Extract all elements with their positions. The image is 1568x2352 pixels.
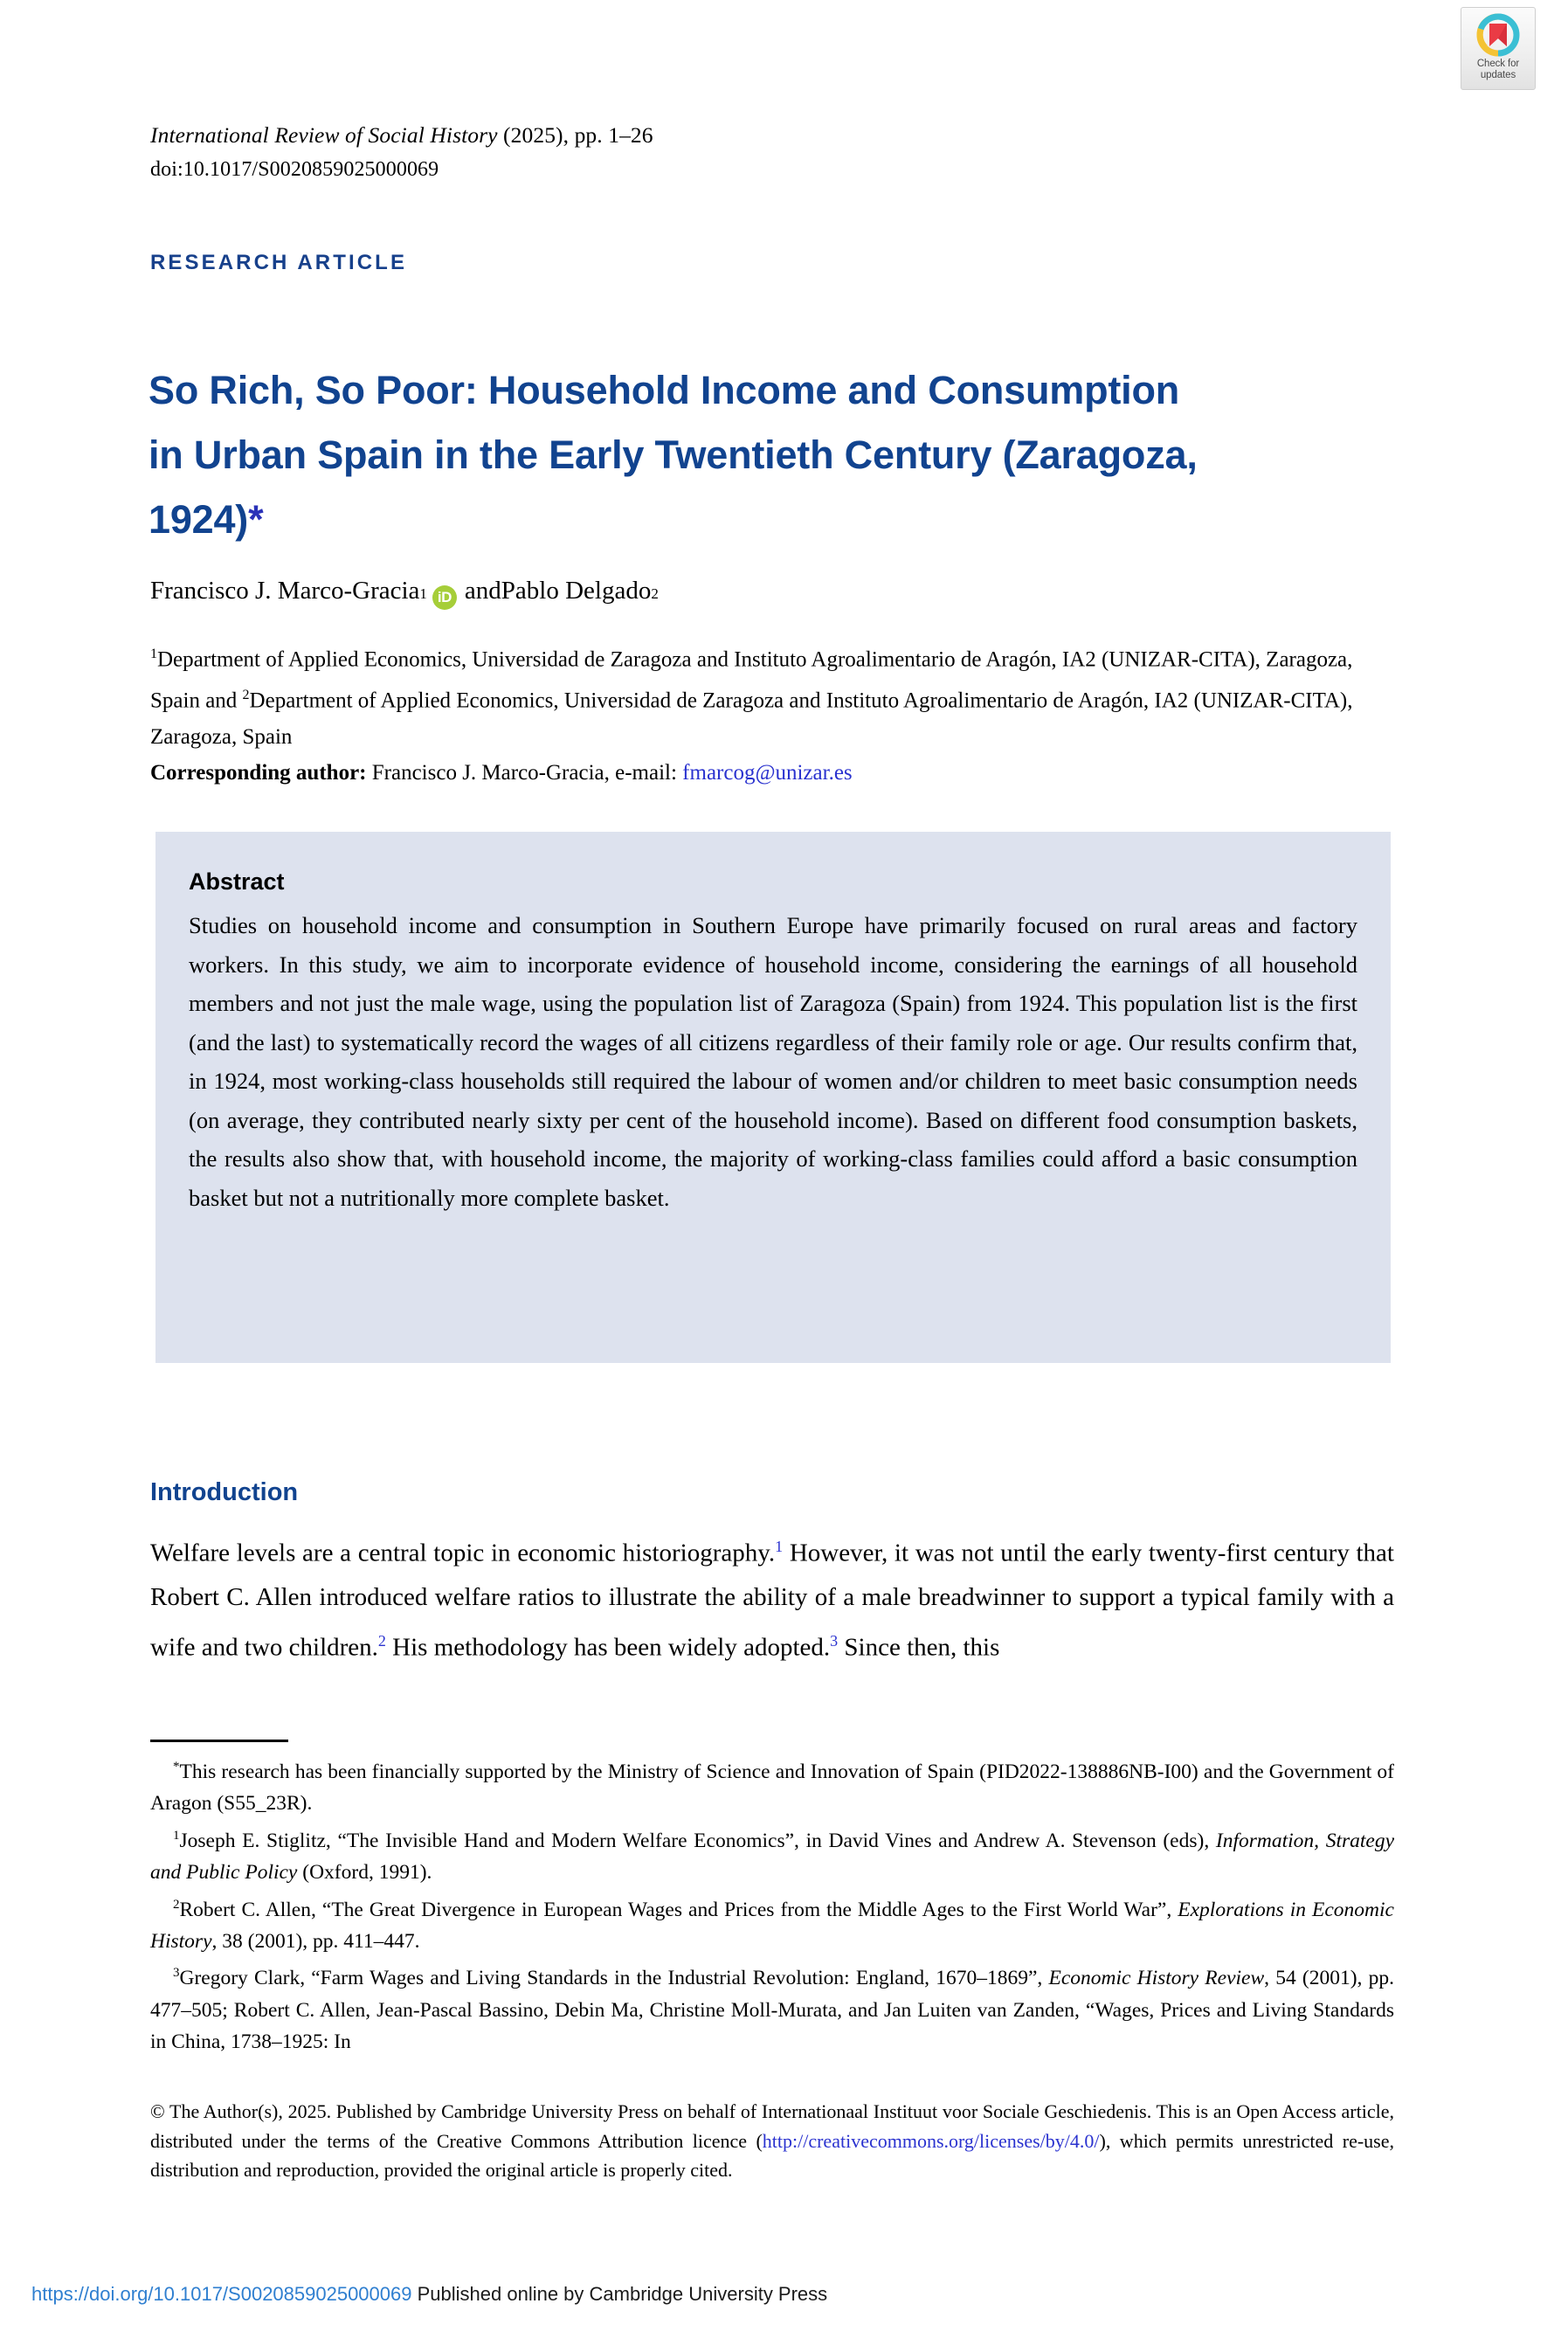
copyright-part-1: © The Author(s), 2025. Published by Cambridge University Press on behalf of Internationaal Instituut voor Sociale Geschiedenis. This is an Open Access article, distributed under the terms of the Creative Commons Attribution licence ( <box>150 2100 1394 2152</box>
page-title <box>149 358 1223 552</box>
page-footer <box>31 2283 827 2306</box>
footnote-item <box>150 1957 1394 2058</box>
corresponding-author-label: Corresponding author: <box>150 760 367 785</box>
footnote-title-italic: Economic History Review <box>1048 1967 1265 1990</box>
footnote-item <box>150 1889 1394 1958</box>
crossmark-badge[interactable] <box>1461 7 1536 90</box>
author-name-2: Pablo Delgado <box>501 577 652 605</box>
affiliation-marker-2: 2 <box>242 688 250 703</box>
footnote-item <box>150 1820 1394 1889</box>
abstract-section <box>155 832 1391 1363</box>
intro-part-4: Since then, this <box>838 1633 1000 1662</box>
footnote-text: Joseph E. Stiglitz, “The Invisible Hand and Modern Welfare Economics”, in David Vines and Andrew A. Stevenson (eds), <box>179 1829 1216 1852</box>
footnote-text-tail: , 54 (2001), pp. 477–505; Robert C. Allen, Jean-Pascal Bassino, Debin Ma, Christine Moll-Murata, and Jan Luiten van Zanden, “Wages, Prices and Living Standards in China, 1738–1925: In <box>150 1967 1394 2054</box>
creative-commons-link[interactable]: http://creativecommons.org/licenses/by/4.0/ <box>762 2129 1100 2152</box>
footnote-marker: 3 <box>173 1966 180 1981</box>
intro-part-2: However, it was not until the early twenty-first century that Robert C. Allen introduced welfare ratios to illustrate the ability of a male breadwinner to support a typical family with a wife and two children. <box>150 1539 1394 1662</box>
footnote-ref-1[interactable]: 1 <box>775 1538 784 1555</box>
affiliation-marker-1: 1 <box>150 647 157 661</box>
published-online-text: Published online by Cambridge University Press <box>411 2283 828 2305</box>
journal-citation-line <box>150 122 653 149</box>
affiliation-block <box>150 636 1395 791</box>
intro-part-3: His methodology has been widely adopted. <box>385 1633 831 1662</box>
copyright-part-2: ), which permits unrestricted re-use, distribution and reproduction, provided the original article is properly cited. <box>150 2129 1394 2181</box>
footnote-text-tail: (Oxford, 1991). <box>297 1861 432 1885</box>
affiliation-2: Department of Applied Economics, Universidad de Zaragoza and Instituto Agroalimentario de Aragón, IA2 (UNIZAR-CITA), Zaragoza, Spain <box>150 688 1353 749</box>
crossmark-label-line1: Check for <box>1476 59 1520 69</box>
journal-issue-pages: (2025), pp. 1–26 <box>497 122 653 148</box>
footnote-text-tail: , 38 (2001), pp. 411–447. <box>211 1929 420 1953</box>
title-footnote-marker: * <box>248 497 264 543</box>
author-list <box>150 577 659 606</box>
copyright-notice <box>150 2097 1394 2185</box>
section-heading-introduction: Introduction <box>150 1478 299 1506</box>
footnote-ref-2[interactable]: 2 <box>377 1631 386 1650</box>
abstract-body: Studies on household income and consumption in Southern Europe have primarily focused on rural areas and factory workers. In this study, we aim to incorporate evidence of household income, considering the earnings of all household members and not just the male wage, using the population list of Zaragoza (Spain) from 1924. This population list is the first (and the last) to systematically record the wages of all citizens regardless of their family role or age. Our results confirm that, in 1924, most working-class households still required the labour of women and/or children to meet basic consumption needs (on average, they contributed nearly sixty per cent of the household income). Based on different food consumption baskets, the results also show that, with household income, the majority of working-class families could afford a basic consumption basket but not a nutritionally more complete basket. <box>189 912 1357 1211</box>
footnote-title-italic: Information, Strategy and Public Policy <box>150 1829 1395 1885</box>
footnote-text: Gregory Clark, “Farm Wages and Living Standards in the Industrial Revolution: England, 1670–1869”, <box>179 1967 1049 1990</box>
orcid-icon[interactable]: iD <box>432 585 457 610</box>
footnote-separator-rule <box>150 1740 288 1742</box>
footnotes-block <box>150 1751 1394 2058</box>
crossmark-label-line2: updates <box>1480 69 1516 80</box>
author-name-1: Francisco J. Marco-Gracia <box>150 577 420 605</box>
footnote-title-italic: Explorations in Economic History <box>150 1898 1394 1953</box>
introduction-paragraph <box>150 1525 1394 1669</box>
intro-part-1: Welfare levels are a central topic in economic historiography. <box>150 1539 776 1567</box>
affiliation-text <box>150 636 1395 755</box>
footnote-text: This research has been financially supported by the Ministry of Science and Innovation of Spain (PID2022-138886NB-I00) and the Government of Aragon (S55_23R). <box>150 1760 1394 1816</box>
footnote-item <box>150 1751 1394 1820</box>
footnote-text: Robert C. Allen, “The Great Divergence in European Wages and Prices from the Middle Ages to the First World War”, <box>179 1898 1178 1921</box>
author-conjunction: and <box>464 577 501 605</box>
author-affiliation-marker-2: 2 <box>651 585 659 602</box>
abstract-heading: Abstract <box>189 868 285 895</box>
page-title-text: So Rich, So Poor: Household Income and Consumption in Urban Spain in the Early Twentieth Century (Zaragoza, 1924) <box>149 368 1198 543</box>
corresponding-author-line <box>150 755 1395 791</box>
affiliation-1: Department of Applied Economics, Universidad de Zaragoza and Instituto Agroalimentario de Aragón, IA2 (UNIZAR-CITA), Zaragoza, Spain and <box>150 647 1353 713</box>
author-affiliation-marker-1: 1 <box>419 585 427 602</box>
crossmark-label <box>1477 59 1519 80</box>
doi-url-link[interactable]: https://doi.org/10.1017/S0020859025000069 <box>31 2283 412 2305</box>
doi-line: doi:10.1017/S0020859025000069 <box>150 158 439 181</box>
corresponding-author-email-link[interactable]: fmarcog@unizar.es <box>682 760 853 785</box>
footnote-marker: 1 <box>173 1828 180 1843</box>
footnote-ref-3[interactable]: 3 <box>830 1631 839 1650</box>
footnote-marker: 2 <box>173 1897 180 1912</box>
journal-title: International Review of Social History <box>150 122 498 148</box>
crossmark-icon <box>1476 13 1520 57</box>
corresponding-author-name: Francisco J. Marco-Gracia, e-mail: <box>366 760 683 785</box>
footnote-marker: * <box>173 1760 180 1774</box>
article-type-label: RESEARCH ARTICLE <box>150 251 408 274</box>
